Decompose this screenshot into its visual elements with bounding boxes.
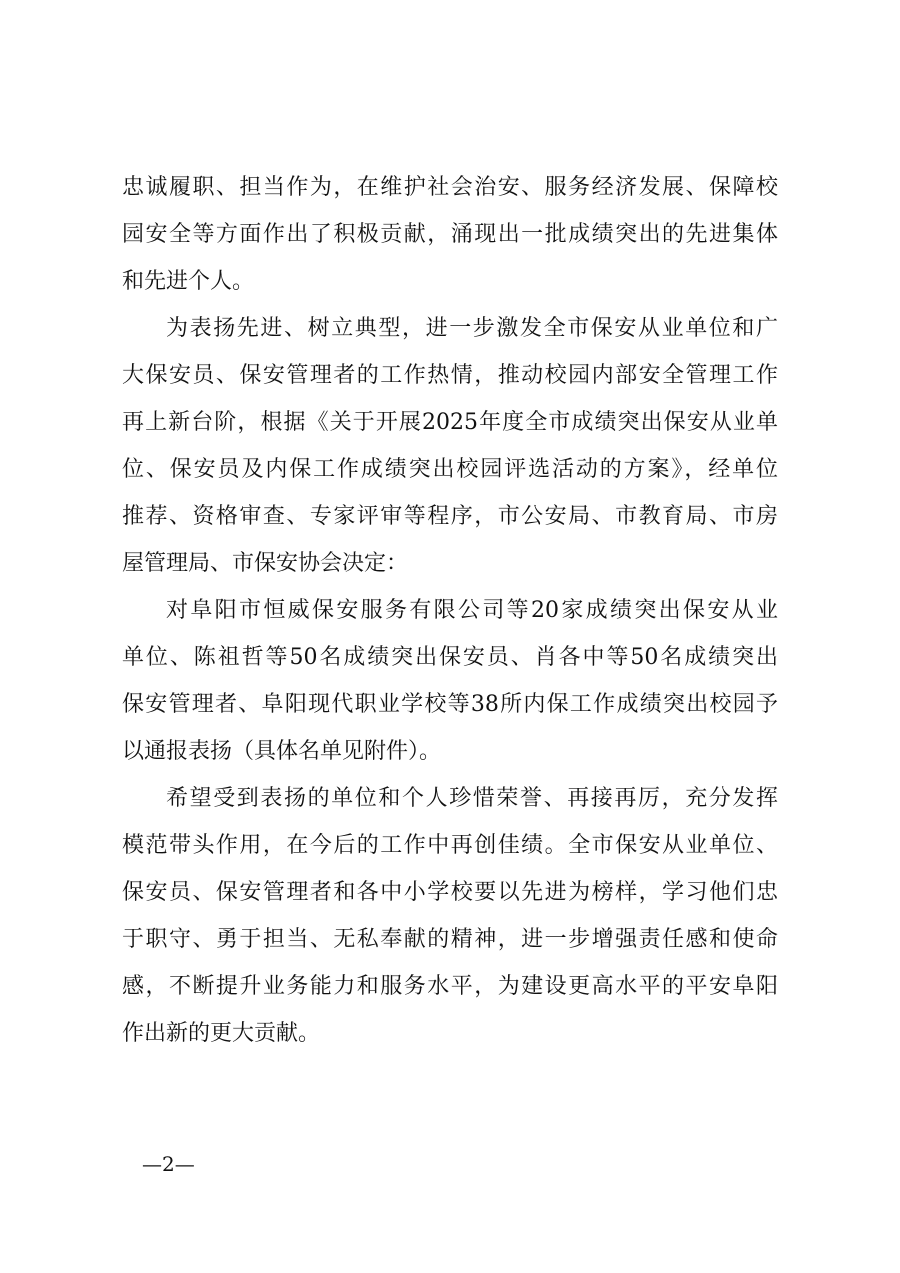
text-line: 大保安员、保安管理者的工作热情，推动校园内部安全管理工作 xyxy=(122,363,778,388)
page-number: —2— xyxy=(142,1152,195,1176)
text-line: 位、保安员及内保工作成绩突出校园评选活动的方案》，经单位 xyxy=(122,457,778,482)
paragraph xyxy=(122,775,778,1057)
text-line: 以通报表扬（具体名单见附件）。 xyxy=(122,739,442,764)
text-line: 于职守、勇于担当、无私奉献的精神，进一步增强责任感和使命 xyxy=(122,927,778,952)
text-line: 园安全等方面作出了积极贡献，涌现出一批成绩突出的先进集体 xyxy=(122,222,778,247)
text-line: 希望受到表扬的单位和个人珍惜荣誉、再接再厉，充分发挥 xyxy=(166,786,778,811)
text-line: 保安管理者、阜阳现代职业学校等38所内保工作成绩突出校园予 xyxy=(122,692,778,717)
text-line: 作出新的更大贡献。 xyxy=(122,1021,321,1046)
text-line: 再上新台阶，根据《关于开展2025年度全市成绩突出保安从业单 xyxy=(122,410,778,435)
text-line: 忠诚履职、担当作为，在维护社会治安、服务经济发展、保障校 xyxy=(122,175,778,200)
text-line: 屋管理局、市保安协会决定： xyxy=(122,551,409,576)
document-body xyxy=(122,164,778,1057)
paragraph xyxy=(122,164,778,305)
text-line: 和先进个人。 xyxy=(122,269,255,294)
paragraph xyxy=(122,305,778,587)
text-line: 为表扬先进、树立典型，进一步激发全市保安从业单位和广 xyxy=(166,316,778,341)
text-line: 保安员、保安管理者和各中小学校要以先进为榜样，学习他们忠 xyxy=(122,880,778,905)
text-line: 感，不断提升业务能力和服务水平，为建设更高水平的平安阜阳 xyxy=(122,974,778,999)
text-line: 推荐、资格审查、专家评审等程序，市公安局、市教育局、市房 xyxy=(122,504,778,529)
text-line: 单位、陈祖哲等50名成绩突出保安员、肖各中等50名成绩突出 xyxy=(122,645,778,670)
text-line: 模范带头作用，在今后的工作中再创佳绩。全市保安从业单位、 xyxy=(122,833,778,858)
paragraph xyxy=(122,587,778,775)
text-line: 对阜阳市恒威保安服务有限公司等20家成绩突出保安从业 xyxy=(166,598,778,623)
